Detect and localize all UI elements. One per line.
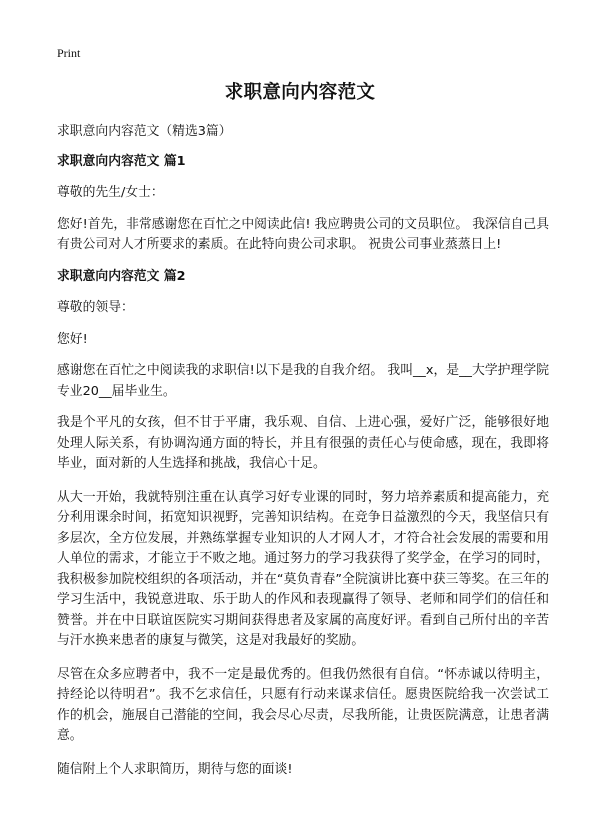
document-subtitle: 求职意向内容范文（精选3篇） xyxy=(57,124,232,139)
section-2-paragraph-2: 从大一开始，我就特别注重在认真学习好专业课的同时，努力培养素质和提高能力，充分利用课余时间，拓宽知识视野，完善知识结构。在竞争日益激烈的今天，我坚信只有多层次，全方位发展，并熟练掌握专业知识的人才网人才，才符合社会发展的需要和用人单位的需求，才能立于不败之地。通过努力的学习我获得了奖学金，在学习的同时，我积极参加院校组织的各项活动，并在“莫负青春”全院演讲比赛中获三等奖。在三年的学习生活中，我锐意进取、乐于助人的作风和表现赢得了领导、老师和同学们的信任和赞誉。并在中日联谊医院实习期间获得患者及家属的高度好评。看到自己所付出的辛苦与汗水换来患者的康复与微笑，这是对我最好的奖励。 xyxy=(57,489,549,648)
print-label[interactable]: Print xyxy=(57,46,81,60)
section-2-paragraph-1: 我是个平凡的女孩，但不甘于平庸，我乐观、自信、上进心强，爱好广泛，能够很好地处理人际关系，有协调沟通方面的特长，并且有很强的责任心与使命感，现在，我即将毕业，面对新的人生选择和挑战，我信心十足。 xyxy=(57,415,549,471)
section-1-heading: 求职意向内容范文 篇1 xyxy=(57,153,186,169)
section-2-hello: 您好! xyxy=(57,331,88,347)
section-2-intro: 感谢您在百忙之中阅读我的求职信!以下是我的自我介绍。 我叫__x，是__大学护理学院专业20__届毕业生。 xyxy=(57,363,549,399)
section-1-greeting: 尊敬的先生/女士： xyxy=(57,185,164,200)
document-body xyxy=(57,122,549,780)
section-2-heading: 求职意向内容范文 篇2 xyxy=(57,268,186,284)
section-2-greeting: 尊敬的领导： xyxy=(57,300,134,315)
section-1-body: 您好!首先，非常感谢您在百忙之中阅读此信! 我应聘贵公司的文员职位。 我深信自己具有贵公司对人才所要求的素质。在此特向贵公司求职。 祝贵公司事业蒸蒸日上! xyxy=(57,216,549,252)
section-2-closing: 随信附上个人求职简历，期待与您的面谈! xyxy=(57,761,293,777)
page-title: 求职意向内容范文 xyxy=(224,82,376,103)
section-2-paragraph-3: 尽管在众多应聘者中，我不一定是最优秀的。但我仍然很有自信。“怀赤诚以待明主，持经论以待明君”。我不乞求信任，只愿有行动来谋求信任。愿贵医院给我一次尝试工作的机会，施展自己潜能的空间，我会尽心尽责，尽我所能，让贵医院满意，让患者满意。 xyxy=(57,666,549,743)
